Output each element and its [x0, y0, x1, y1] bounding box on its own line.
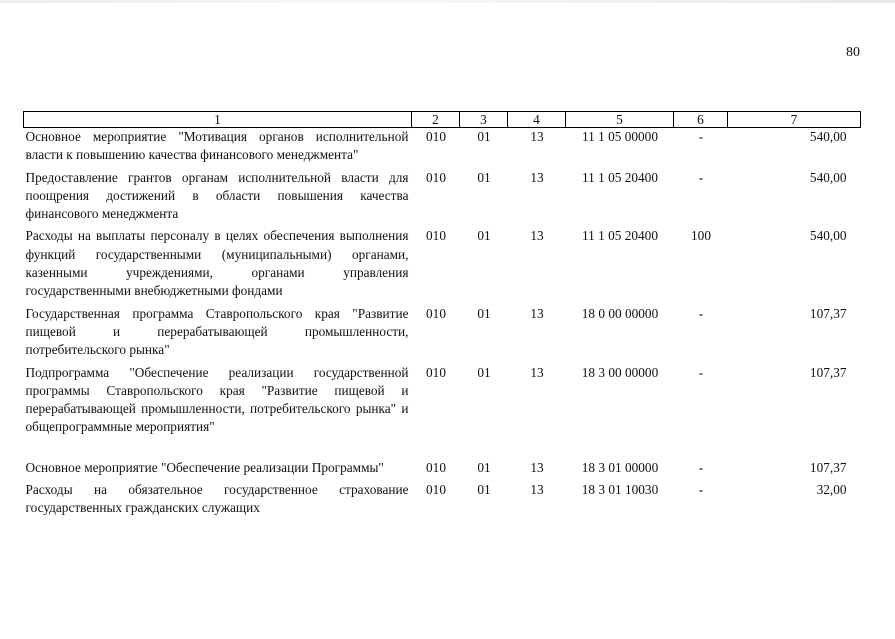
- column-header: 3: [460, 112, 508, 128]
- amount: 107,37: [809, 459, 847, 475]
- section-code: 01: [477, 482, 491, 498]
- column-header: 4: [508, 112, 566, 128]
- subsection-code: 13: [530, 228, 544, 244]
- row-name: Основное мероприятие "Обеспечение реализации Программы": [25, 459, 384, 475]
- target-article-code: 11 1 05 20400: [582, 169, 658, 185]
- target-article-code: 11 1 05 00000: [582, 129, 658, 144]
- ministry-code: 010: [426, 169, 446, 185]
- subsection-code: 13: [530, 482, 544, 498]
- target-article-code: 18 3 00 00000: [581, 364, 659, 380]
- amount: 540,00: [809, 228, 847, 244]
- expense-type-code: -: [698, 305, 704, 321]
- page-number: 80: [846, 45, 860, 60]
- section-code: 01: [477, 169, 491, 185]
- column-header: 1: [24, 112, 412, 128]
- amount: 107,37: [809, 305, 847, 321]
- ministry-code: 010: [426, 305, 446, 321]
- expense-type-code: 100: [691, 228, 711, 244]
- amount: 540,00: [809, 129, 847, 144]
- table-header-row: [24, 112, 861, 128]
- section-code: 01: [477, 459, 491, 475]
- subsection-code: 13: [530, 305, 544, 321]
- ministry-code: 010: [426, 228, 446, 244]
- row-name: Основное мероприятие "Мотивация органов исполнительной власти к повышению качества финансового менеджмента": [25, 129, 409, 163]
- amount: 32,00: [816, 482, 847, 498]
- scan-edge: [0, 0, 895, 3]
- expense-type-code: -: [698, 129, 704, 144]
- row-name: Расходы на обязательное государственное страхование государственных гражданских служащих: [25, 482, 409, 516]
- section-code: 01: [477, 364, 491, 380]
- table-row: [24, 305, 861, 364]
- expense-type-code: -: [698, 459, 704, 475]
- ministry-code: 010: [426, 364, 446, 380]
- row-name: Государственная программа Ставропольского края "Развитие пищевой и перерабатывающей промышленности, потребительского рынка": [25, 305, 409, 358]
- budget-table: [23, 111, 861, 522]
- ministry-code: 010: [426, 129, 446, 144]
- section-code: 01: [477, 305, 491, 321]
- expense-type-code: -: [698, 482, 704, 498]
- table-row: [24, 128, 861, 169]
- column-header: 2: [412, 112, 460, 128]
- row-name: Подпрограмма "Обеспечение реализации государственной программы Ставропольского края "Развитие пищевой и перерабатывающей промышленности, потребительского рынка" и общепрограммные мероприятия": [25, 364, 409, 435]
- column-header: 7: [728, 112, 861, 128]
- table-row: [24, 169, 861, 228]
- expense-type-code: -: [698, 169, 704, 185]
- ministry-code: 010: [426, 482, 446, 498]
- table-row: [24, 364, 861, 441]
- column-header: 5: [566, 112, 674, 128]
- subsection-code: 13: [530, 364, 544, 380]
- section-code: 01: [477, 228, 491, 244]
- target-article-code: 18 0 00 00000: [581, 305, 659, 321]
- target-article-code: 18 3 01 10030: [581, 482, 659, 498]
- column-header: 6: [674, 112, 728, 128]
- row-name: Предоставление грантов органам исполнительной власти для поощрения достижений в области повышения качества финансового менеджмента: [25, 169, 409, 222]
- section-code: 01: [477, 129, 491, 144]
- target-article-code: 11 1 05 20400: [582, 228, 658, 244]
- amount: 540,00: [809, 169, 847, 185]
- table-row: [24, 227, 861, 304]
- subsection-code: 13: [530, 169, 544, 185]
- amount: 107,37: [809, 364, 847, 380]
- table-row: [24, 441, 861, 481]
- target-article-code: 18 3 01 00000: [581, 459, 659, 475]
- expense-type-code: -: [698, 364, 704, 380]
- subsection-code: 13: [530, 459, 544, 475]
- table-row: [24, 481, 861, 522]
- row-name: Расходы на выплаты персоналу в целях обеспечения выполнения функций государственными (муниципальными) органами, казенными учреждениями, органами управления государственными внебюджетными фондами: [25, 228, 409, 299]
- subsection-code: 13: [530, 129, 544, 144]
- ministry-code: 010: [426, 459, 446, 475]
